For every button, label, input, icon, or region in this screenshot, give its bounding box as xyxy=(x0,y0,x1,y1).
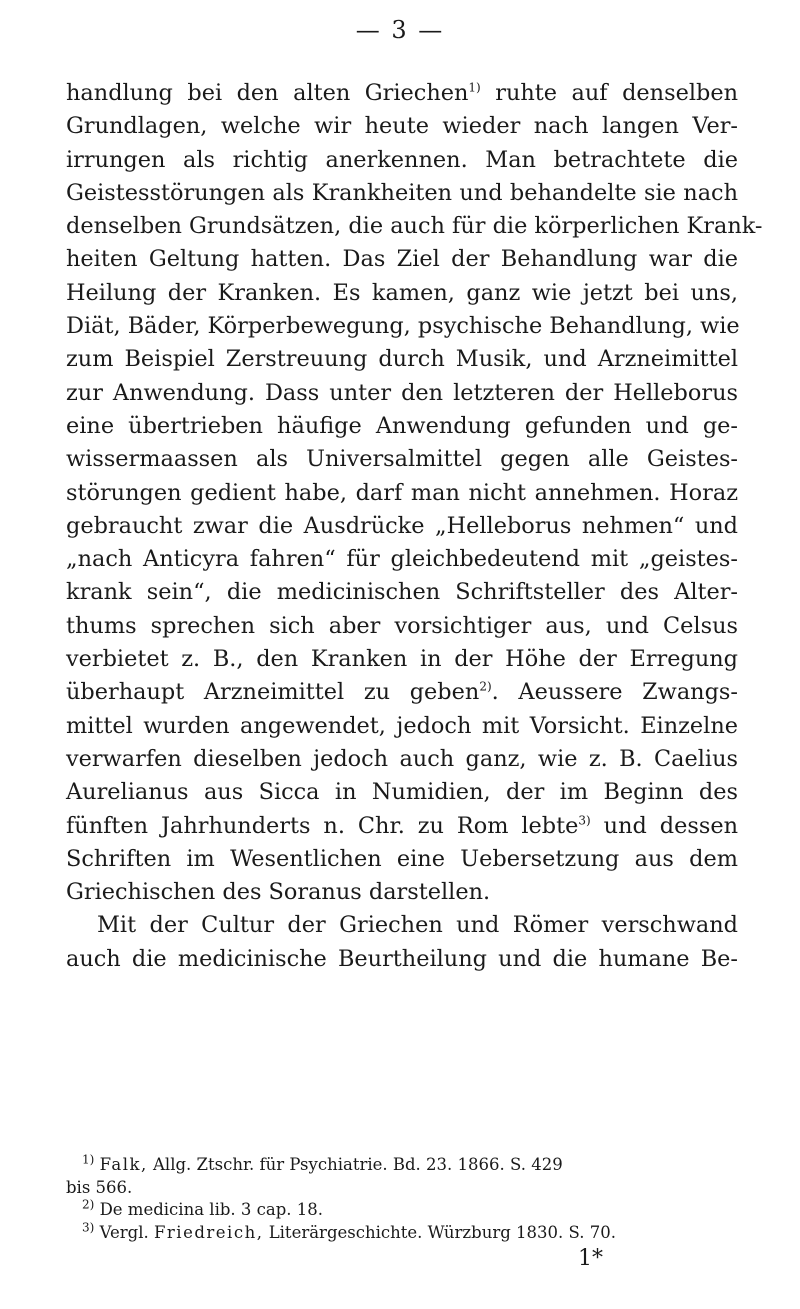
footnote-1-continuation: bis 566. xyxy=(66,1177,133,1197)
footnote-ref: 1) xyxy=(468,80,481,95)
text-line: wissermaassen als Universalmittel gegen alle Geistes- xyxy=(66,446,738,473)
signature-mark: 1* xyxy=(578,1246,603,1271)
text-line: eine übertrieben häufige Anwendung gefunden und ge- xyxy=(66,412,738,439)
body-text xyxy=(66,77,763,976)
text-line: auch die medicinische Beurtheilung und die humane Be- xyxy=(66,945,738,972)
text-line: gebraucht zwar die Ausdrücke „Helleborus nehmen“ und xyxy=(66,512,738,539)
text-line: Grundlagen, welche wir heute wieder nach langen Ver- xyxy=(66,113,738,140)
text-line: zum Beispiel Zerstreuung durch Musik, und Arzneimittel xyxy=(66,346,738,373)
text-line: Aurelianus aus Sicca in Numidien, der im Beginn des xyxy=(66,779,738,806)
text-line: überhaupt Arzneimittel zu geben$^{2)}$. Aeussere Zwangs- xyxy=(66,679,738,706)
text-line: verwarfen dieselben jedoch auch ganz, wie z. B. Caelius xyxy=(66,745,738,772)
footnote-ref: 3) xyxy=(578,813,591,828)
text-line: „nach Anticyra fahren“ für gleichbedeutend mit „geistes- xyxy=(66,546,738,573)
text-line: Schriften im Wesentlichen eine Uebersetzung aus dem xyxy=(66,845,738,872)
text-line: irrungen als richtig anerkennen. Man betrachtete die xyxy=(66,146,738,173)
text-line: Diät, Bäder, Körperbewegung, psychische Behandlung, wie xyxy=(66,313,740,340)
text-line: handlung bei den alten Griechen$^{1)}$ ruhte auf denselben xyxy=(66,80,739,106)
footnotes xyxy=(66,1154,738,1244)
text-line: Heilung der Kranken. Es kamen, ganz wie jetzt bei uns, xyxy=(66,279,738,306)
footnote-1: $^{1)}$ Falk, Allg. Ztschr. für Psychiatrie. Bd. 23. 1866. S. 429 xyxy=(82,1152,563,1174)
text-line: Griechischen des Soranus darstellen. xyxy=(66,879,491,906)
text-line: thums sprechen sich aber vorsichtiger aus, und Celsus xyxy=(66,612,738,639)
footnote-2: $^{2)}$ De medicina lib. 3 cap. 18. xyxy=(82,1197,324,1219)
text-line: denselben Grundsätzen, die auch für die körperlichen Krank- xyxy=(66,213,763,240)
text-line: mittel wurden angewendet, jedoch mit Vorsicht. Einzelne xyxy=(66,712,738,739)
text-line: heiten Geltung hatten. Das Ziel der Behandlung war die xyxy=(66,246,738,273)
text-line: fünften Jahrhunderts n. Chr. zu Rom lebte$^{3)}$ und dessen xyxy=(66,812,738,839)
footnote-3: $^{3)}$ Vergl. Friedreich, Literärgeschichte. Würzburg 1830. S. 70. xyxy=(82,1220,616,1242)
text-line: Mit der Cultur der Griechen und Römer verschwand xyxy=(97,912,738,939)
text-line: krank sein“, die medicinischen Schriftsteller des Alter- xyxy=(66,579,738,606)
text-line: zur Anwendung. Dass unter den letzteren der Helleborus xyxy=(66,379,738,406)
text-line: störungen gedient habe, darf man nicht annehmen. Horaz xyxy=(66,479,738,506)
footnote-ref: 2) xyxy=(479,679,492,694)
page-number: — 3 — xyxy=(355,16,445,44)
text-line: Geistesstörungen als Krankheiten und behandelte sie nach xyxy=(66,179,738,206)
text-line: verbietet z. B., den Kranken in der Höhe der Erregung xyxy=(66,646,738,673)
